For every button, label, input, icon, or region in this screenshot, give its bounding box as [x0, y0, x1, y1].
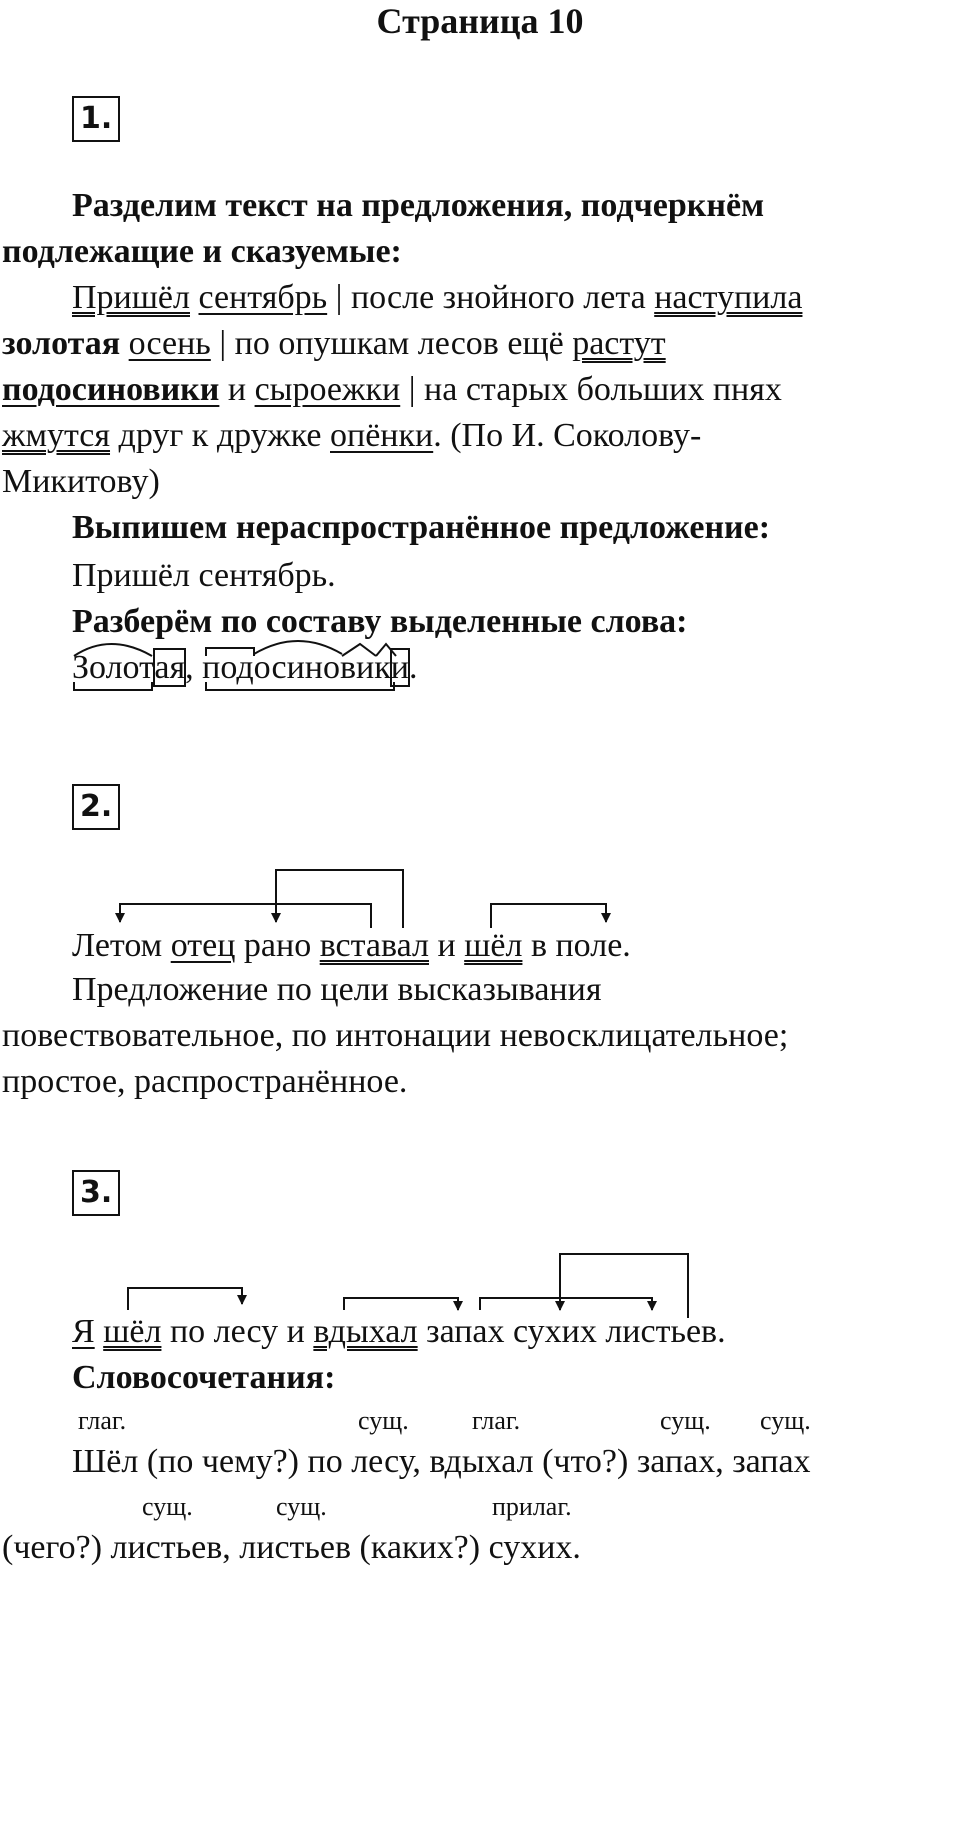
- predicate-word: Пришёл: [72, 279, 190, 316]
- pos-label: сущ.: [760, 1406, 811, 1435]
- word-podosinoviki-ending: и: [390, 649, 409, 686]
- task-1-unextended-sentence: Пришёл сентябрь.: [72, 557, 336, 594]
- highlighted-word: золотая: [2, 325, 121, 362]
- task-3-number: 3.: [72, 1170, 120, 1216]
- task-1-instruction-line2: подлежащие и сказуемые:: [2, 233, 402, 270]
- task-3-sentence: [72, 1312, 726, 1352]
- phrases-line1: Шёл (по чему?) по лесу, вдыхал (что?) запах, запах: [72, 1443, 811, 1480]
- text-fragment: | на старых больших пнях: [400, 371, 782, 408]
- word-v-pole: в поле.: [522, 927, 631, 964]
- subject-word-highlighted: подосиновики: [2, 371, 220, 408]
- predicate-word: наступила: [654, 279, 803, 316]
- subject-word: сыроежки: [254, 371, 401, 408]
- subject-word: опёнки: [330, 417, 434, 454]
- pos-label: сущ.: [660, 1406, 711, 1435]
- subject-word: отец: [170, 927, 236, 964]
- task-1-heading-morphemes: Разберём по составу выделенные слова:: [72, 603, 688, 640]
- task-2-number: 2.: [72, 784, 120, 830]
- pos-label: прилаг.: [492, 1492, 572, 1521]
- pos-label: сущ.: [142, 1492, 193, 1521]
- word-letom: Летом: [72, 927, 171, 964]
- subject-word: Я: [72, 1313, 95, 1350]
- word-rano: рано: [235, 927, 320, 964]
- text-fragment: и: [219, 371, 255, 408]
- text-fragment: по лесу и: [161, 1313, 314, 1350]
- subject-word: осень: [128, 325, 211, 362]
- task-2-description-line2: повествовательное, по интонации невосклицательное;: [2, 1017, 789, 1054]
- text-fragment: запах сухих листьев.: [417, 1313, 726, 1350]
- pos-label: сущ.: [276, 1492, 327, 1521]
- pos-label: сущ.: [358, 1406, 409, 1435]
- task-2-description-line1: Предложение по цели высказывания: [72, 971, 602, 1008]
- page-title: Страница 10: [376, 1, 584, 41]
- comma: ,: [185, 649, 203, 686]
- arrow-zapakh-listev: [480, 1298, 652, 1310]
- pos-label: глаг.: [472, 1406, 521, 1435]
- period: .: [408, 649, 418, 686]
- predicate-word: шёл: [464, 927, 523, 964]
- task-1-heading-unextended: Выпишем нераспространённое предложение:: [72, 509, 771, 546]
- word-podosinoviki-stem: подосиновик: [202, 649, 391, 686]
- arrow-shel-po-lesu: [128, 1288, 242, 1310]
- word-zolotaya-root: Золот: [72, 649, 155, 686]
- subject-word: сентябрь: [198, 279, 328, 316]
- space: [95, 1313, 104, 1350]
- arrow-vdykhal-zapakh: [344, 1298, 458, 1310]
- text-fragment: | по опушкам лесов ещё: [210, 325, 573, 362]
- text-fragment: | после знойного лета: [327, 279, 655, 316]
- word-zolotaya-ending: ая: [154, 649, 186, 686]
- predicate-word: вставал: [319, 927, 429, 964]
- predicate-word: растут: [572, 325, 666, 362]
- predicate-word: шёл: [103, 1313, 162, 1350]
- arrow-listev-sukhikh: [560, 1254, 688, 1318]
- task-1-text-line5: Микитову): [2, 463, 160, 500]
- predicate-word: вдыхал: [313, 1313, 418, 1350]
- text-fragment: друг к дружке: [110, 417, 330, 454]
- phrases-line2: (чего?) листьев, листьев (каких?) сухих.: [2, 1529, 581, 1566]
- word-i: и: [428, 927, 465, 964]
- pos-label: глаг.: [78, 1406, 127, 1435]
- task-1-instruction-line1: Разделим текст на предложения, подчеркнём: [72, 187, 765, 224]
- task-2-description-line3: простое, распространённое.: [2, 1063, 408, 1100]
- text-fragment: . (По И. Соколову-: [433, 417, 702, 454]
- predicate-word: жмутся: [2, 417, 111, 454]
- task-1-number: 1.: [72, 96, 120, 142]
- task-3-heading-phrases: Словосочетания:: [72, 1359, 336, 1396]
